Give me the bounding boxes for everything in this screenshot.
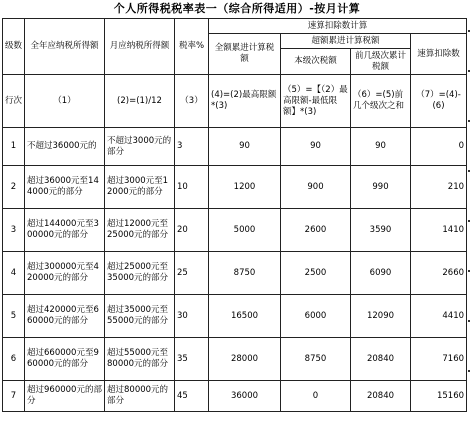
annual-income-range: 超过660000元至960000元的部分 [25, 338, 105, 381]
header-grade: 级数 [3, 19, 25, 75]
monthly-income-range: 超过35000元至55000元的部分 [105, 295, 175, 338]
annual-income-range: 不超过36000元的 [25, 128, 105, 166]
cumulative-tax: 90 [209, 128, 281, 166]
margin-mark [468, 120, 470, 122]
table-row [3, 166, 467, 209]
previous-grades-tax: 6090 [351, 252, 411, 295]
monthly-income-range: 超过12000元至25000元的部分 [105, 209, 175, 252]
cumulative-tax: 5000 [209, 209, 281, 252]
table-row [3, 128, 467, 166]
cumulative-tax: 16500 [209, 295, 281, 338]
annual-income-range: 超过300000元至420000元的部分 [25, 252, 105, 295]
header-annual-income: 全年应纳税所得额 [25, 19, 105, 75]
previous-grades-tax: 3590 [351, 209, 411, 252]
quick-deduction: 7160 [411, 338, 467, 381]
header-quick-deduction: 速算扣除数 [411, 34, 467, 75]
bracket-number: 3 [3, 209, 25, 252]
previous-grades-tax: 12090 [351, 295, 411, 338]
this-grade-tax: 6000 [281, 295, 351, 338]
bracket-number: 6 [3, 338, 25, 381]
quick-deduction: 210 [411, 166, 467, 209]
margin-mark [468, 170, 470, 172]
margin-mark [468, 30, 470, 32]
this-grade-tax: 2500 [281, 252, 351, 295]
annual-income-range: 超过144000元至300000元的部分 [25, 209, 105, 252]
formula-c5: （5）=【（2）最高限额-最低限额】*(3) [281, 75, 351, 128]
bracket-number: 5 [3, 295, 25, 338]
tax-brackets [3, 128, 467, 412]
margin-mark [468, 320, 470, 322]
tax-rate: 30 [175, 295, 209, 338]
margin-mark [468, 70, 470, 72]
bracket-number: 1 [3, 128, 25, 166]
this-grade-tax: 2600 [281, 209, 351, 252]
monthly-income-range: 超过55000元至80000元的部分 [105, 338, 175, 381]
tax-rate: 45 [175, 381, 209, 412]
margin-mark [468, 270, 470, 272]
tax-rate: 10 [175, 166, 209, 209]
monthly-income-range: 超过80000元的部分 [105, 381, 175, 412]
formula-c6: （6）=(5)前几个级次之和 [351, 75, 411, 128]
formula-c4: (4)=(2)最高限额*(3) [209, 75, 281, 128]
page-title: 个人所得税税率表一（综合所得适用）-按月计算 [113, 2, 361, 15]
table-row [3, 209, 467, 252]
table-row [3, 252, 467, 295]
table-row [3, 295, 467, 338]
header-this-grade-tax: 本级次税额 [281, 49, 351, 75]
tax-rate: 35 [175, 338, 209, 381]
annual-income-range: 超过36000元至144000元的部分 [25, 166, 105, 209]
formula-row [3, 75, 467, 128]
tax-rate: 3 [175, 128, 209, 166]
quick-deduction: 0 [411, 128, 467, 166]
formula-c7: （7）=(4)-(6) [411, 75, 467, 128]
cumulative-tax: 36000 [209, 381, 281, 412]
header-excess-progressive-tax: 超额累进计算税额 [281, 34, 411, 49]
this-grade-tax: 0 [281, 381, 351, 412]
previous-grades-tax: 20840 [351, 381, 411, 412]
annual-income-range: 超过960000元的部分 [25, 381, 105, 412]
header-monthly-income: 月应纳税所得额 [105, 19, 175, 75]
margin-mark [468, 220, 470, 222]
annual-income-range: 超过420000元至660000元的部分 [25, 295, 105, 338]
this-grade-tax: 8750 [281, 338, 351, 381]
tax-rate-table [2, 18, 467, 412]
previous-grades-tax: 990 [351, 166, 411, 209]
formula-c2: (2)=(1)/12 [105, 75, 175, 128]
bracket-number: 2 [3, 166, 25, 209]
monthly-income-range: 超过3000元至12000元的部分 [105, 166, 175, 209]
cumulative-tax: 8750 [209, 252, 281, 295]
quick-deduction: 2660 [411, 252, 467, 295]
header-quick-deduction-calc: 速算扣除数计算 [209, 19, 467, 34]
formula-c3: （3） [175, 75, 209, 128]
quick-deduction: 4410 [411, 295, 467, 338]
cumulative-tax: 28000 [209, 338, 281, 381]
previous-grades-tax: 90 [351, 128, 411, 166]
tax-rate: 25 [175, 252, 209, 295]
this-grade-tax: 900 [281, 166, 351, 209]
bracket-number: 7 [3, 381, 25, 412]
quick-deduction: 15160 [411, 381, 467, 412]
this-grade-tax: 90 [281, 128, 351, 166]
table-row [3, 338, 467, 381]
bracket-number: 4 [3, 252, 25, 295]
cumulative-tax: 1200 [209, 166, 281, 209]
table-row [3, 381, 467, 412]
formula-c1: （1） [25, 75, 105, 128]
header-row-top [3, 19, 467, 34]
header-previous-grades-tax: 前几级次累计税额 [351, 49, 411, 75]
formula-row-label: 行次 [3, 75, 25, 128]
margin-mark [468, 370, 470, 372]
monthly-income-range: 超过25000元至35000元的部分 [105, 252, 175, 295]
previous-grades-tax: 20840 [351, 338, 411, 381]
header-cumulative-tax: 全额累进计算税额 [209, 34, 281, 75]
quick-deduction: 1410 [411, 209, 467, 252]
header-tax-rate: 税率% [175, 19, 209, 75]
monthly-income-range: 不超过3000元的部分 [105, 128, 175, 166]
tax-rate: 20 [175, 209, 209, 252]
